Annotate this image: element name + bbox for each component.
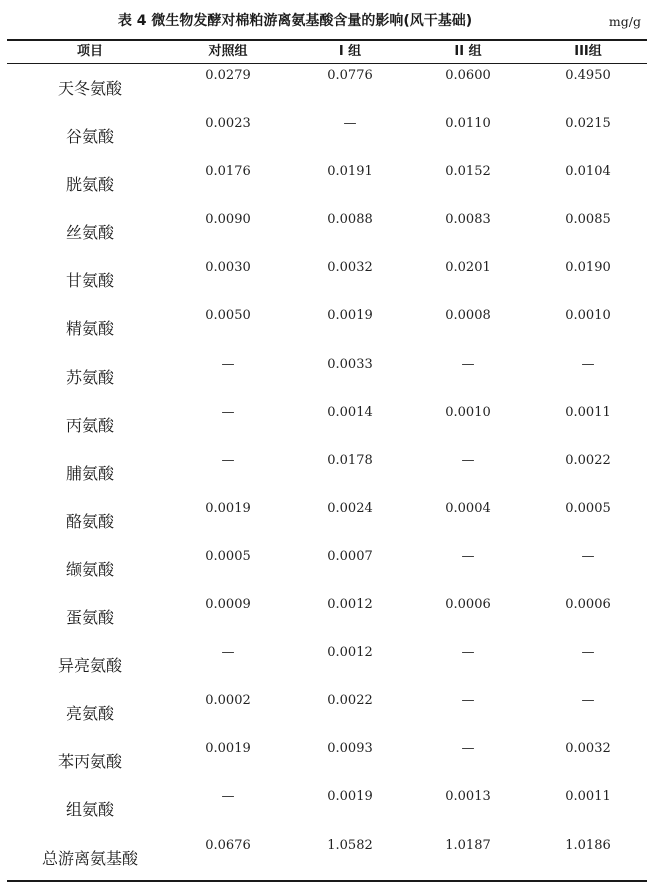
header-control: 对照组 (208, 44, 248, 59)
table-cell: 0.0085 (565, 212, 611, 228)
table-cell: — (221, 452, 235, 468)
table-row (0, 115, 665, 163)
table-cell: 1.0186 (565, 837, 611, 853)
table-cell: 0.0019 (327, 308, 373, 324)
row-item-label: 酪氨酸 (65, 511, 114, 531)
table-row (0, 548, 665, 596)
table-cell: 0.4950 (565, 68, 611, 83)
header-group-2: II 组 (454, 44, 482, 59)
table-cell: 0.0004 (445, 500, 491, 516)
table-row (0, 259, 665, 307)
row-item-label: 苏氨酸 (65, 367, 114, 387)
row-item-label: 胱氨酸 (65, 175, 114, 195)
table-cell: — (461, 548, 475, 564)
table-cell: — (461, 452, 475, 468)
row-item-label: 丝氨酸 (65, 223, 114, 243)
table-cell: — (343, 116, 357, 132)
table-cell: 0.0178 (327, 452, 373, 468)
table-cell: 0.0014 (327, 404, 373, 420)
table-row (0, 452, 665, 500)
table-cell: 0.0005 (565, 500, 611, 516)
table-cell: 0.0030 (205, 260, 251, 276)
table-cell: 0.0013 (445, 789, 491, 805)
table-cell: 0.0010 (565, 308, 611, 324)
table-cell: 0.0022 (565, 452, 611, 468)
table-cell: 0.0032 (327, 260, 373, 276)
table-cell: 0.0007 (327, 548, 373, 564)
table-cell: 0.0010 (445, 404, 491, 420)
row-item-label: 苯丙氨酸 (57, 752, 122, 772)
row-item-label: 亮氨酸 (65, 704, 114, 724)
table-cell: 0.0050 (205, 308, 251, 324)
row-item-label: 精氨酸 (65, 319, 114, 339)
table-cell: — (581, 645, 595, 661)
table-cell: 0.0002 (205, 693, 251, 709)
header-group-3: III组 (574, 44, 602, 59)
table-cell: — (221, 356, 235, 372)
table-header (0, 40, 665, 63)
table-cell: 0.0191 (327, 164, 373, 180)
table-row (0, 67, 665, 115)
table-row (0, 788, 665, 836)
table-row (0, 837, 665, 885)
table-row (0, 500, 665, 548)
table-cell: 0.0019 (205, 500, 251, 516)
table-caption (0, 9, 665, 33)
table-row (0, 596, 665, 644)
table-cell: 0.0088 (327, 212, 373, 228)
table-cell: 1.0187 (445, 837, 491, 853)
table-cell: 0.0008 (445, 308, 491, 324)
row-item-label: 缬氨酸 (65, 559, 114, 579)
table-cell: — (461, 645, 475, 661)
table-cell: 0.0176 (205, 164, 251, 180)
table-body (0, 67, 665, 885)
table-cell: 0.0012 (327, 597, 373, 613)
row-item-label: 总游离氨基酸 (41, 848, 138, 868)
table-cell: — (581, 356, 595, 372)
table-cell: 0.0190 (565, 260, 611, 276)
table-cell: 0.0279 (205, 68, 251, 83)
table-cell: 0.0022 (327, 693, 373, 709)
table-cell: 0.0215 (565, 116, 611, 132)
table-cell: 0.0093 (327, 741, 373, 757)
table-row (0, 356, 665, 404)
table-cell: 0.0104 (565, 164, 611, 180)
table-cell: 0.0009 (205, 597, 251, 613)
table-cell: — (221, 404, 235, 420)
unit-label: mg/g (608, 14, 641, 29)
table-cell: 0.0201 (445, 260, 491, 276)
table-cell: — (461, 356, 475, 372)
table-row (0, 307, 665, 355)
row-item-label: 天冬氨酸 (57, 79, 122, 98)
row-item-label: 甘氨酸 (65, 271, 114, 291)
table-cell: 0.0006 (445, 597, 491, 613)
table-cell: 0.0005 (205, 548, 251, 564)
table-cell: 0.0024 (327, 500, 373, 516)
bottom-rule (7, 880, 647, 882)
table-cell: 0.0776 (327, 68, 373, 83)
table-cell: 1.0582 (327, 837, 373, 853)
table-cell: 0.0032 (565, 741, 611, 757)
table-row (0, 740, 665, 788)
table-cell: 0.0011 (565, 789, 611, 805)
table-cell: 0.0006 (565, 597, 611, 613)
table-cell: — (461, 693, 475, 709)
header-item: 项目 (76, 44, 103, 59)
table-cell: — (221, 789, 235, 805)
table-row (0, 211, 665, 259)
row-item-label: 组氨酸 (65, 800, 114, 820)
table-cell: 0.0023 (205, 116, 251, 132)
table-row (0, 163, 665, 211)
table-row (0, 692, 665, 740)
table-cell: 0.0011 (565, 404, 611, 420)
row-item-label: 丙氨酸 (65, 415, 114, 435)
header-rule (7, 63, 647, 64)
table-cell: — (461, 741, 475, 757)
table-row (0, 404, 665, 452)
row-item-label: 蛋氨酸 (65, 608, 114, 628)
table-cell: 0.0600 (445, 68, 491, 83)
table-cell: 0.0090 (205, 212, 251, 228)
row-item-label: 谷氨酸 (65, 127, 114, 147)
table-cell: 0.0083 (445, 212, 491, 228)
table-cell: 0.0019 (205, 741, 251, 757)
table-cell: 0.0110 (445, 116, 491, 132)
table-title: 表 4 微生物发酵对棉粕游离氨基酸含量的影响(风干基础) (117, 13, 473, 29)
header-group-1: I 组 (338, 44, 362, 59)
table-cell: — (221, 645, 235, 661)
row-item-label: 异亮氨酸 (57, 656, 122, 676)
table-cell: 0.0019 (327, 789, 373, 805)
table-cell: — (581, 693, 595, 709)
table-cell: 0.0033 (327, 356, 373, 372)
table-cell: 0.0152 (445, 164, 491, 180)
table-cell: — (581, 548, 595, 564)
table-cell: 0.0012 (327, 645, 373, 661)
row-item-label: 脯氨酸 (65, 463, 114, 483)
table-cell: 0.0676 (205, 837, 251, 853)
table-row (0, 644, 665, 692)
